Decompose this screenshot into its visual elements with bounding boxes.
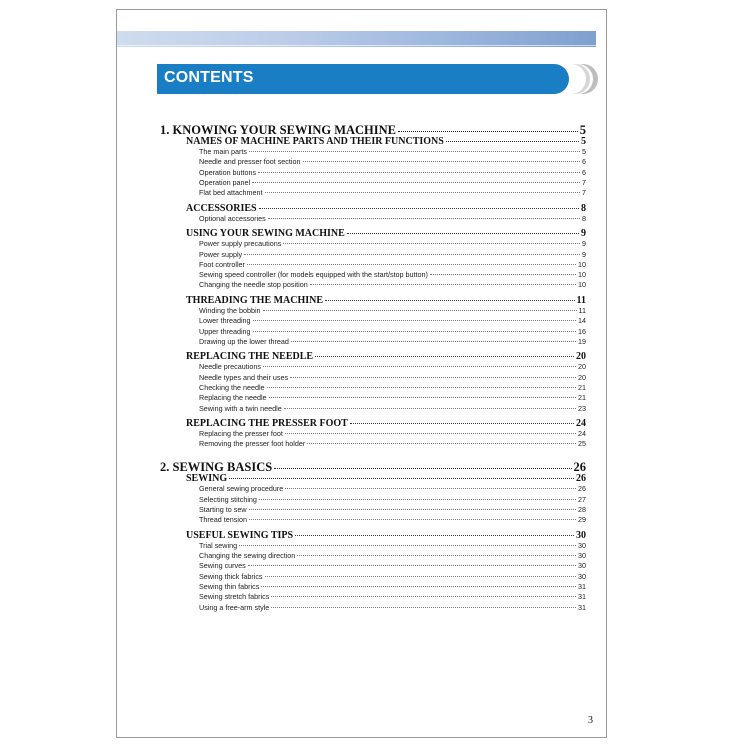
toc-entry-label: REPLACING THE PRESSER FOOT	[186, 418, 348, 429]
toc-entry-page: 10	[578, 259, 586, 269]
toc-subsection	[199, 541, 586, 550]
toc-entry-label: Using a free-arm style	[199, 602, 270, 612]
dot-leader	[248, 565, 576, 566]
toc-subsection	[199, 147, 586, 156]
toc-subsection	[199, 551, 586, 560]
toc-section	[186, 203, 586, 214]
dot-leader	[249, 519, 576, 520]
toc-subsection	[199, 270, 586, 279]
toc-entry-page: 30	[578, 571, 586, 581]
toc-subsection	[199, 214, 586, 223]
dot-leader	[259, 499, 576, 500]
dot-leader	[325, 300, 574, 301]
toc-entry-page: 11	[578, 305, 586, 315]
toc-entry-page: 30	[578, 551, 586, 560]
dot-leader	[244, 254, 580, 255]
dot-leader	[297, 555, 576, 556]
toc-entry-page: 10	[578, 280, 586, 290]
toc-entry-label: Needle precautions	[199, 362, 261, 372]
toc-subsection	[199, 592, 586, 601]
dot-leader	[285, 433, 576, 434]
dot-leader	[263, 366, 576, 367]
toc-entry-page: 16	[578, 326, 586, 336]
toc-entry-label: Power supply precautions	[199, 239, 282, 249]
dot-leader	[283, 243, 580, 244]
toc-entry-page: 6	[582, 167, 586, 177]
toc-entry-page: 27	[578, 494, 586, 504]
toc-entry-page: 26	[578, 484, 586, 494]
toc-subsection	[199, 515, 586, 524]
toc-subsection	[199, 168, 586, 177]
dot-leader	[269, 397, 576, 398]
toc-subsection	[199, 404, 586, 413]
toc-entry-label: 1. KNOWING YOUR SEWING MACHINE	[160, 123, 397, 137]
toc-entry-page: 31	[578, 592, 586, 602]
toc-subsection	[199, 582, 586, 591]
toc-entry-label: Trial sewing	[199, 540, 238, 550]
dot-leader	[268, 218, 580, 219]
dot-leader	[430, 274, 576, 275]
toc-entry-page: 7	[582, 177, 586, 187]
toc-section	[186, 418, 586, 429]
dot-leader	[239, 545, 576, 546]
toc-entry-page: 8	[581, 202, 586, 214]
toc-entry-label: Sewing thick fabrics	[199, 571, 263, 581]
toc-section	[186, 530, 586, 541]
toc-entry-page: 14	[578, 316, 586, 326]
dot-leader	[271, 607, 576, 608]
toc-entry-page: 20	[578, 362, 586, 372]
toc-entry-label: General sewing procedure	[199, 484, 284, 494]
toc-entry-page: 8	[582, 213, 586, 223]
toc-entry-page: 19	[578, 336, 586, 346]
toc-entry-page: 30	[578, 540, 586, 550]
toc-entry-page: 9	[582, 239, 586, 249]
dot-leader	[284, 408, 576, 409]
toc-entry-page: 30	[576, 529, 586, 541]
dot-leader	[252, 182, 580, 183]
toc-subsection	[199, 250, 586, 259]
toc-section	[186, 295, 586, 306]
toc-entry-label: Selecting stitching	[199, 494, 257, 504]
toc-entry-page: 31	[578, 581, 586, 591]
toc-section	[186, 136, 586, 147]
dot-leader	[265, 576, 576, 577]
toc-subsection	[199, 316, 586, 325]
toc-entry-page: 26	[576, 473, 586, 485]
toc-entry-label: THREADING THE MACHINE	[186, 294, 324, 306]
toc-subsection	[199, 306, 586, 315]
toc-subsection	[199, 178, 586, 187]
toc-entry-label: Needle and presser foot section	[199, 157, 301, 167]
dot-leader	[291, 341, 576, 342]
document-page	[116, 9, 607, 738]
dot-leader	[265, 192, 580, 193]
dot-leader	[303, 161, 581, 162]
toc-entry-label: Replacing the needle	[199, 393, 267, 403]
toc-entry-page: 5	[581, 136, 586, 147]
toc-subsection	[199, 383, 586, 392]
toc-entry-page: 23	[578, 403, 586, 413]
dot-leader	[267, 387, 576, 388]
toc-entry-label: Operation buttons	[199, 167, 257, 177]
toc-entry-label: Checking the needle	[199, 382, 265, 392]
toc-entry-label: Sewing stretch fabrics	[199, 592, 270, 602]
toc-entry-label: Operation panel	[199, 177, 251, 187]
toc-entry-page: 31	[578, 602, 586, 612]
toc-entry-label: REPLACING THE NEEDLE	[186, 351, 314, 363]
toc-entry-label: Thread tension	[199, 515, 247, 525]
toc-subsection	[199, 373, 586, 382]
toc-entry-label: USEFUL SEWING TIPS	[186, 529, 294, 541]
toc-subsection	[199, 561, 586, 570]
toc-entry-page: 29	[578, 515, 586, 525]
dot-leader	[446, 141, 579, 142]
toc-entry-page: 20	[578, 372, 586, 382]
toc-subsection	[199, 439, 586, 448]
toc-subsection	[199, 337, 586, 346]
toc-entry-label: Starting to sew	[199, 504, 247, 514]
toc-section	[186, 228, 586, 239]
toc-subsection	[199, 603, 586, 612]
toc-entry-page: 26	[573, 460, 586, 475]
toc-entry-label: SEWING	[186, 473, 228, 485]
dot-leader	[290, 377, 576, 378]
toc-entry-label: Changing the needle stop position	[199, 280, 308, 290]
dot-leader	[258, 172, 580, 173]
toc-entry-page: 5	[579, 123, 586, 137]
dot-leader	[271, 596, 576, 597]
toc-entry-label: Optional accessories	[199, 213, 266, 223]
toc-entry-label: The main parts	[199, 147, 247, 156]
toc-entry-label: Flat bed attachment	[199, 188, 263, 198]
toc-entry-page: 24	[576, 418, 586, 429]
toc-entry-page: 20	[576, 351, 586, 363]
toc-subsection	[199, 572, 586, 581]
dot-leader	[263, 310, 577, 311]
toc-entry-page: 21	[578, 393, 586, 403]
toc-entry-page: 7	[582, 188, 586, 198]
toc-entry-page: 6	[582, 157, 586, 167]
dot-leader	[249, 509, 576, 510]
toc-entry-label: Winding the bobbin	[199, 305, 261, 315]
dot-leader	[315, 356, 574, 357]
toc-section	[186, 473, 586, 484]
toc-entry-page: 5	[582, 147, 586, 156]
toc-entry-label: 2. SEWING BASICS	[160, 460, 273, 475]
dot-leader	[398, 131, 578, 132]
toc-entry-label: Upper threading	[199, 326, 251, 336]
toc-entry-page: 11	[576, 294, 586, 306]
toc-entry-page: 25	[578, 439, 586, 449]
toc-entry-label: Sewing speed controller (for models equipped with the start/stop button)	[199, 270, 428, 280]
page-title: CONTENTS	[164, 69, 254, 86]
toc-entry-page: 28	[578, 504, 586, 514]
toc-entry-label: Replacing the presser foot	[199, 429, 283, 438]
toc-entry-label: Foot controller	[199, 259, 245, 269]
toc-entry-label: USING YOUR SEWING MACHINE	[186, 228, 345, 240]
page-number: 3	[588, 715, 593, 726]
dot-leader	[259, 208, 579, 209]
dot-leader	[253, 331, 576, 332]
toc-entry-page: 21	[578, 382, 586, 392]
toc-subsection	[199, 484, 586, 493]
toc-entry-label: Needle types and their uses	[199, 372, 289, 382]
dot-leader	[274, 468, 571, 469]
toc-section	[186, 351, 586, 362]
dot-leader	[261, 586, 576, 587]
toc-subsection	[199, 239, 586, 248]
toc-entry-page: 10	[578, 270, 586, 280]
dot-leader	[350, 423, 574, 424]
toc-subsection	[199, 505, 586, 514]
toc-entry-label: ACCESSORIES	[186, 202, 257, 214]
toc-entry-page: 9	[581, 228, 586, 240]
toc-subsection	[199, 327, 586, 336]
dot-leader	[229, 478, 574, 479]
dot-leader	[249, 151, 580, 152]
toc-entry-label: Power supply	[199, 249, 243, 259]
toc-subsection	[199, 280, 586, 289]
table-of-contents	[117, 10, 606, 737]
toc-entry-label: Sewing with a twin needle	[199, 403, 282, 413]
toc-entry-label: Sewing curves	[199, 561, 246, 571]
dot-leader	[347, 233, 579, 234]
toc-subsection	[199, 157, 586, 166]
toc-entry-label: Drawing up the lower thread	[199, 336, 289, 346]
toc-entry-label: NAMES OF MACHINE PARTS AND THEIR FUNCTIONS	[186, 136, 444, 147]
toc-entry-label: Removing the presser foot holder	[199, 439, 306, 449]
toc-entry-page: 24	[578, 429, 586, 438]
dot-leader	[307, 443, 576, 444]
toc-entry-label: Lower threading	[199, 316, 251, 326]
toc-subsection	[199, 393, 586, 402]
toc-subsection	[199, 362, 586, 371]
dot-leader	[285, 488, 576, 489]
toc-subsection	[199, 429, 586, 438]
dot-leader	[310, 284, 576, 285]
toc-entry-page: 30	[578, 561, 586, 571]
dot-leader	[295, 535, 574, 536]
toc-subsection	[199, 188, 586, 197]
toc-entry-label: Sewing thin fabrics	[199, 581, 260, 591]
dot-leader	[247, 264, 576, 265]
toc-subsection	[199, 260, 586, 269]
toc-entry-label: Changing the sewing direction	[199, 551, 296, 560]
toc-entry-page: 9	[582, 249, 586, 259]
dot-leader	[253, 320, 576, 321]
toc-subsection	[199, 495, 586, 504]
